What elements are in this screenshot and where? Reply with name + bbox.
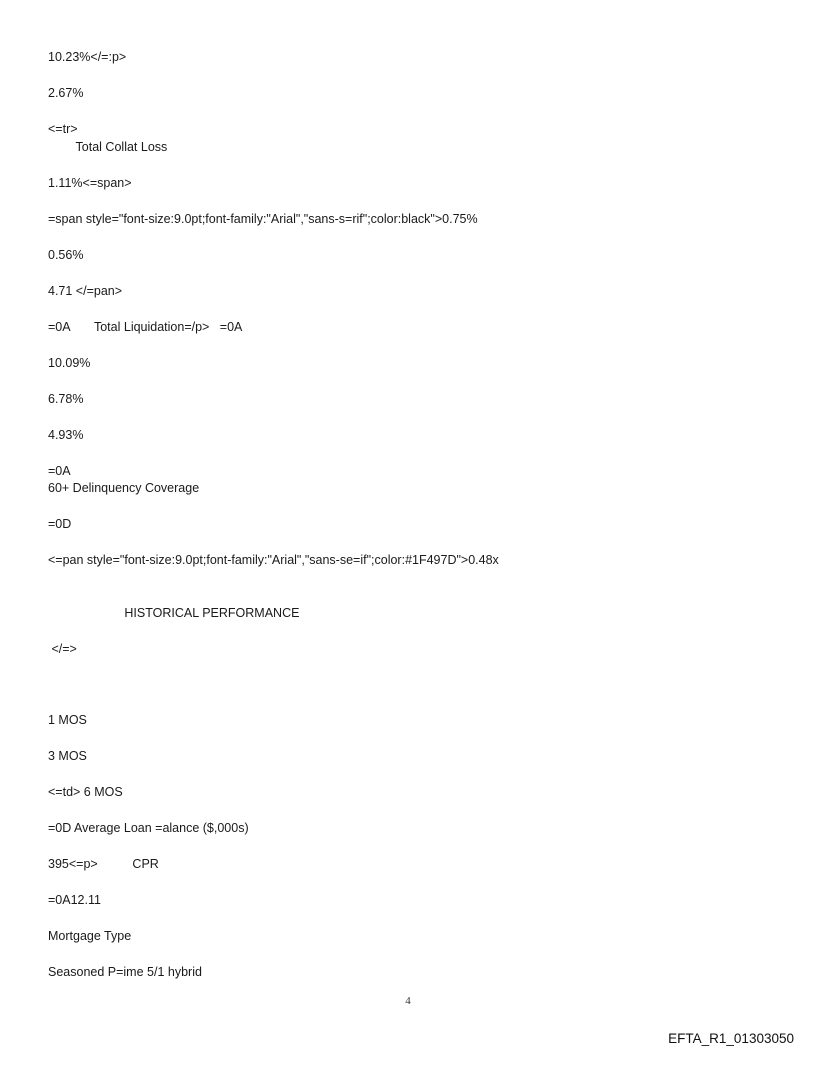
page-number: 4	[405, 995, 411, 1007]
text-line: Total Collat Loss	[48, 140, 168, 154]
text-line: <=tr>	[48, 122, 78, 136]
text-line: =0D Average Loan =alance ($,000s)	[48, 821, 249, 835]
text-line: 1 MOS	[48, 713, 87, 727]
text-line: 4.93%	[48, 428, 84, 442]
text-line: =0A	[48, 464, 71, 478]
text-line: 10.09%	[48, 356, 91, 370]
text-line: 6.78%	[48, 392, 84, 406]
text-line: 4.71 </=pan>	[48, 284, 123, 298]
text-line: 2.67%	[48, 86, 84, 100]
text-line: 60+ Delinquency Coverage	[48, 481, 200, 495]
text-line: 395<=p> CPR	[48, 857, 159, 871]
text-line: 3 MOS	[48, 749, 87, 763]
text-line: =0A Total Liquidation=/p> =0A	[48, 320, 243, 334]
text-line: <=pan style="font-size:9.0pt;font-family:"Arial","sans-se=if";color:#1F497D">0.48x	[48, 553, 499, 567]
section-heading: HISTORICAL PERFORMANCE	[48, 606, 300, 620]
text-line: Mortgage Type	[48, 929, 132, 943]
text-line: Seasoned P=ime 5/1 hybrid	[48, 965, 202, 979]
text-line: =0D	[48, 517, 72, 531]
text-line: <=td> 6 MOS	[48, 785, 123, 799]
text-line: =span style="font-size:9.0pt;font-family:"Arial","sans-s=rif";color:black">0.75%	[48, 212, 478, 226]
document-id: EFTA_R1_01303050	[668, 1031, 794, 1046]
text-line: 1.11%<=span>	[48, 176, 132, 190]
text-line: 0.56%	[48, 248, 84, 262]
text-line: </=>	[48, 642, 77, 656]
text-line: 10.23%</=:p>	[48, 50, 127, 64]
text-line: =0A12.11	[48, 893, 101, 907]
